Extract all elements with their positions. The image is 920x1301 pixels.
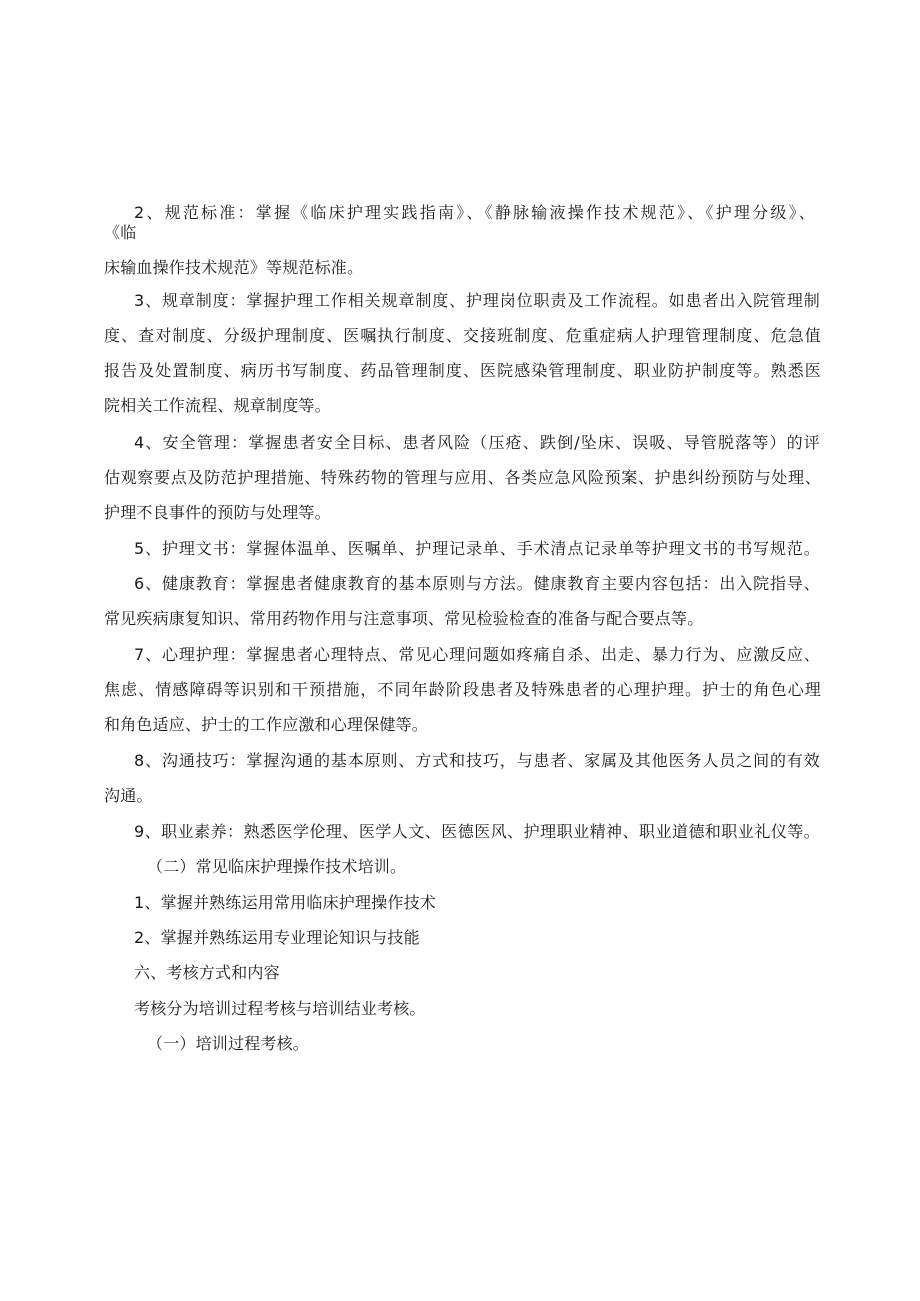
paragraph-line: 5、护理文书：掌握体温单、医嘱单、护理记录单、手术清点记录单等护理文书的书写规范。 — [134, 539, 820, 558]
paragraph-line: 8、沟通技巧：掌握沟通的基本原则、方式和技巧，与患者、家属及其他医务人员之间的有效 — [134, 751, 820, 770]
paragraph-line: 估观察要点及防范护理措施、特殊药物的管理与应用、各类应急风险预案、护患纠纷预防与处理、 — [104, 468, 821, 487]
paragraph-line: 6、健康教育：掌握患者健康教育的基本原则与方法。健康教育主要内容包括：出入院指导、 — [134, 574, 820, 593]
paragraph-line: 和角色适应、护士的工作应激和心理保健等。 — [104, 715, 429, 734]
paragraph-line: 考核分为培训过程考核与培训结业考核。 — [134, 999, 426, 1018]
paragraph-line: 沟通。 — [104, 786, 153, 805]
paragraph-line: 床输血操作技术规范》等规范标准。 — [104, 258, 364, 277]
list-item: 1、掌握并熟练运用常用临床护理操作技术 — [134, 893, 436, 912]
paragraph-line: 7、心理护理：掌握患者心理特点、常见心理问题如疼痛自杀、出走、暴力行为、应激反应、 — [134, 645, 820, 664]
paragraph-line: 院相关工作流程、规章制度等。 — [104, 396, 331, 415]
paragraph-line: 度、查对制度、分级护理制度、医嘱执行制度、交接班制度、危重症病人护理管理制度、危急值 — [104, 326, 821, 345]
paragraph-line: 护理不良事件的预防与处理等。 — [104, 503, 331, 522]
paragraph-line: 焦虑、情感障碍等识别和干预措施，不同年龄阶段患者及特殊患者的心理护理。护士的角色心理 — [104, 680, 821, 699]
paragraph-line: 常见疾病康复知识、常用药物作用与注意事项、常见检验检查的准备与配合要点等。 — [104, 609, 704, 628]
paragraph-line: 《临 — [104, 223, 137, 242]
paragraph-line: 9、职业素养：熟悉医学伦理、医学人文、医德医风、护理职业精神、职业道德和职业礼仪等。 — [134, 822, 820, 841]
paragraph-line: 报告及处置制度、病历书写制度、药品管理制度、医院感染管理制度、职业防护制度等。熟悉医 — [104, 361, 821, 380]
section-heading: （一）培训过程考核。 — [147, 1034, 310, 1053]
paragraph-line: 4、安全管理：掌握患者安全目标、患者风险（压疮、跌倒/坠床、误吸、导管脱落等）的评 — [134, 433, 820, 452]
section-heading: （二）常见临床护理操作技术培训。 — [147, 857, 407, 876]
list-item: 2、掌握并熟练运用专业理论知识与技能 — [134, 928, 420, 947]
paragraph-line: 3、规章制度：掌握护理工作相关规章制度、护理岗位职责及工作流程。如患者出入院管理制 — [134, 291, 820, 310]
paragraph-line: 2、规范标准：掌握《临床护理实践指南》、《静脉输液操作技术规范》、《护理分级》、 — [134, 203, 815, 222]
section-heading: 六、考核方式和内容 — [134, 963, 280, 982]
